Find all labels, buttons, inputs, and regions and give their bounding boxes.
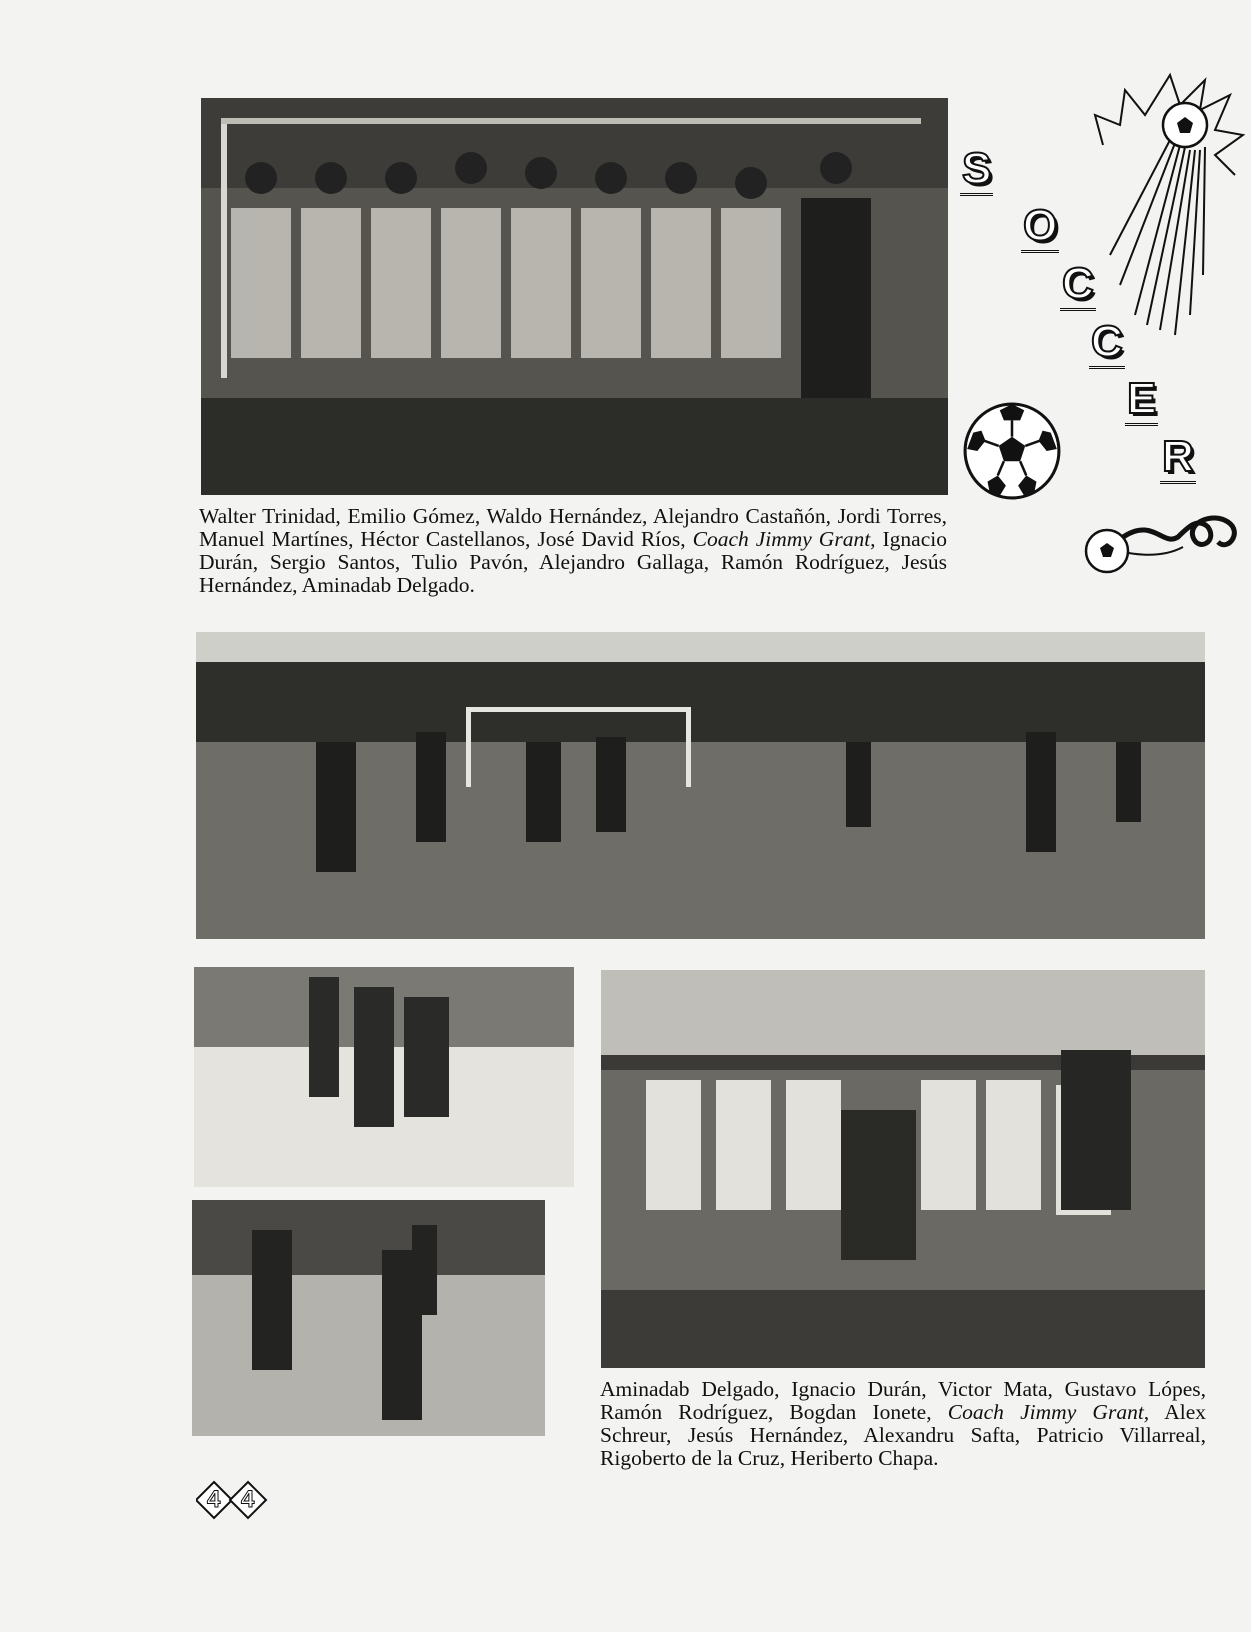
caption-bottom-names-1: Aminadab Delgado, Ignacio Durán, Victor Mata, Gustavo Lópes, Ramón Rodríguez, Bogdan Ionete,: [600, 1377, 1206, 1424]
caption-bottom-coach: Coach Jimmy Grant,: [947, 1400, 1150, 1424]
title-letter-c2: C: [1089, 320, 1125, 369]
comet-ball-icon: [1085, 55, 1245, 340]
team-photo-top: [201, 98, 948, 495]
title-letter-r: R: [1160, 435, 1196, 484]
caption-top-names-1: Walter Trinidad, Emilio Gómez, Waldo Hernández, Alejandro Castañón, Jordi Torres, Manuel Martínes, Héctor Castellanos, José David Ríos,: [199, 504, 947, 551]
title-letter-c1: C: [1060, 262, 1096, 311]
title-letter-e: E: [1125, 377, 1158, 426]
action-photo-small-1: [194, 967, 574, 1187]
speeding-ball-icon: [1083, 507, 1245, 577]
action-photo-small-2: [192, 1200, 545, 1436]
caption-top-names-2: Ignacio Durán, Sergio Santos, Tulio Pavón, Alejandro Gallaga, Ramón Rodríguez, Jesús Hernández, Aminadab Delgado.: [199, 527, 947, 597]
soccer-ball-icon: [961, 400, 1063, 502]
page-number-digit-1: 4: [207, 1486, 221, 1513]
action-photo-field: [196, 632, 1205, 939]
title-letter-s: S: [960, 147, 993, 196]
team-photo-bottom: [601, 970, 1205, 1368]
page-number: [196, 1480, 276, 1520]
caption-bottom-names-2: Alex Schreur, Jesús Hernández, Alexandru Safta, Patricio Villarreal, Rigoberto de la Cruz, Heriberto Chapa.: [600, 1400, 1206, 1470]
caption-bottom: [600, 1378, 1206, 1470]
caption-top-coach: Coach Jimmy Grant,: [692, 527, 876, 551]
page-number-digit-2: 4: [241, 1486, 255, 1513]
title-letter-o: O: [1021, 204, 1059, 253]
caption-top: [199, 505, 947, 597]
